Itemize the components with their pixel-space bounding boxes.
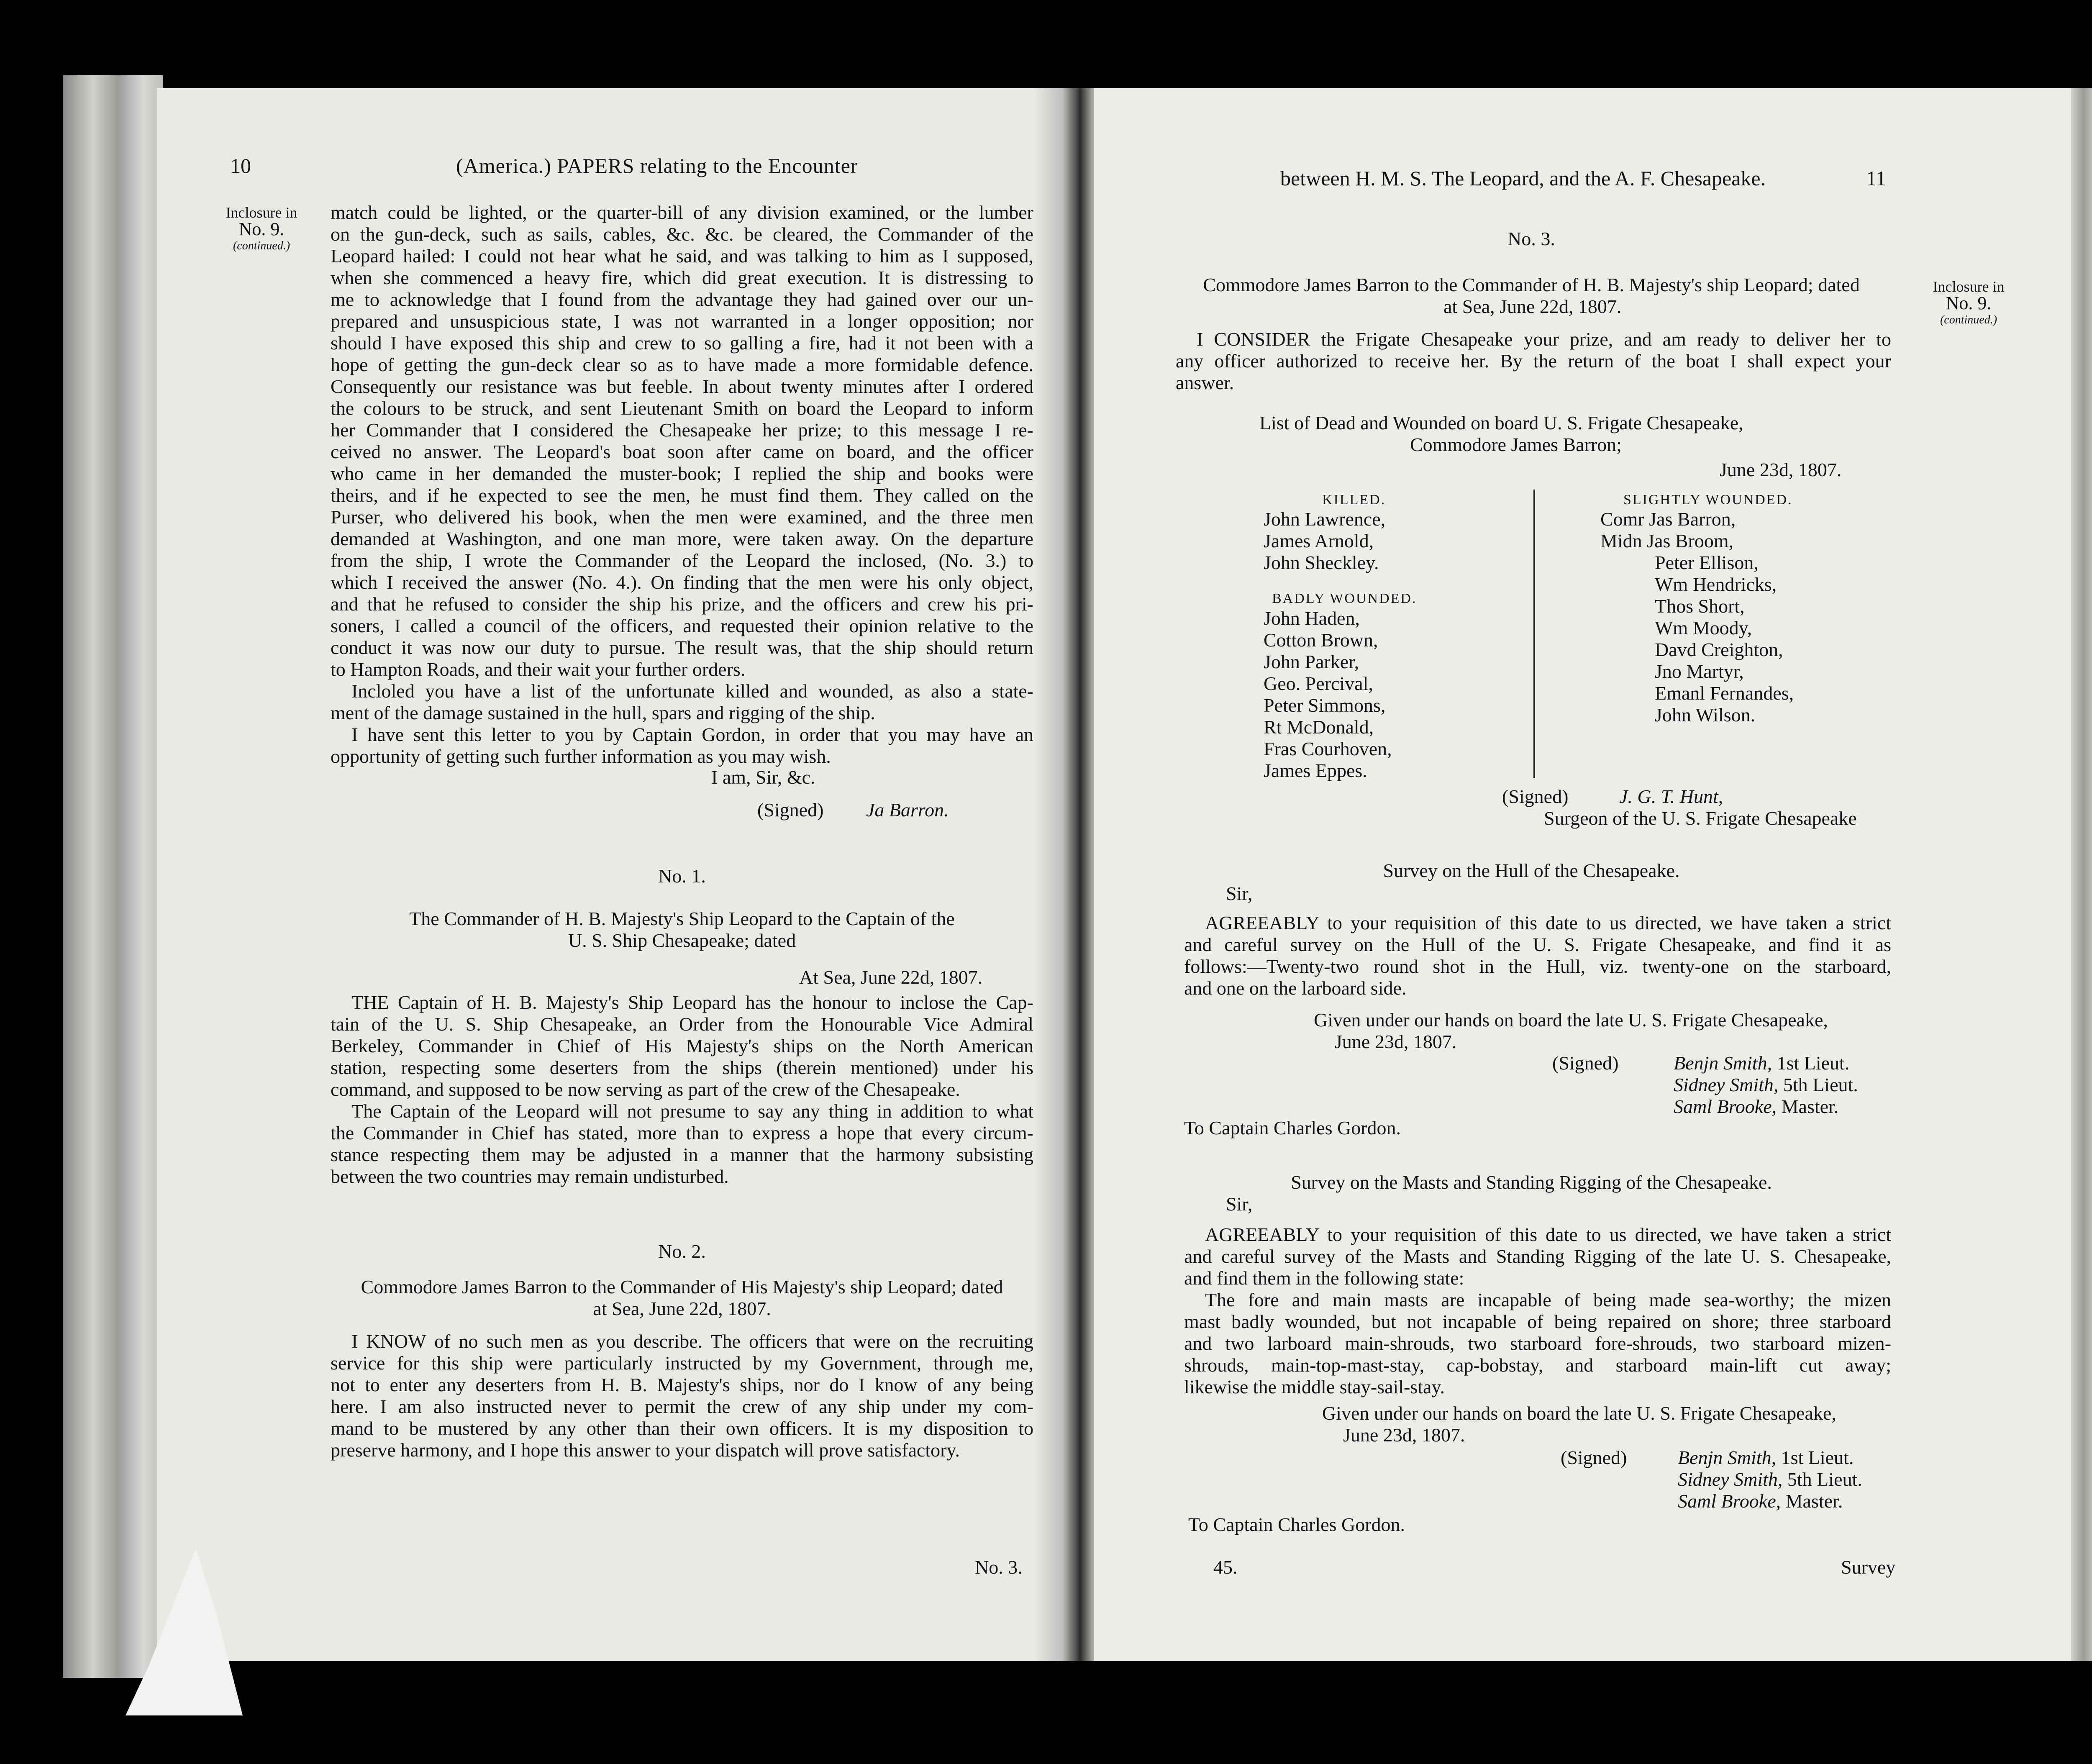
survey-hull-addressee: To Captain Charles Gordon. bbox=[1184, 1117, 1401, 1138]
signatory-rank: Master. bbox=[1785, 1490, 1843, 1512]
no3-body bbox=[1176, 328, 1891, 394]
no1-body bbox=[331, 992, 1033, 1187]
list-item: Wm Hendricks, bbox=[1655, 574, 1777, 595]
text-line: soners, I called a council of the officers, and requested their opinion relative to the bbox=[331, 615, 1033, 636]
right-page-edges bbox=[2071, 88, 2092, 1661]
signature-hunt: J. G. T. Hunt, bbox=[1619, 786, 1723, 807]
text-line: demanded at Washington, and one man more, were taken away. On the departure bbox=[331, 528, 1033, 549]
list-item: Geo. Percival, bbox=[1264, 673, 1373, 694]
list-item: James Arnold, bbox=[1264, 530, 1374, 551]
text-line: ceived no answer. The Leopard's boat soon after came on board, and the officer bbox=[331, 441, 1033, 462]
slightly-wounded-list bbox=[1655, 552, 1794, 726]
text-line: AGREEABLY to your requisition of this date to us directed, we have taken a strict bbox=[1205, 1224, 1891, 1245]
section-heading-no3: No. 3. bbox=[1507, 228, 1555, 249]
text-line: should I have exposed this ship and crew to so galling a fire, had it not been with a bbox=[331, 332, 1033, 354]
signatory-name: Sidney Smith, bbox=[1678, 1469, 1783, 1490]
no1-dateline: At Sea, June 22d, 1807. bbox=[799, 967, 983, 988]
list-item: Thos Short, bbox=[1655, 595, 1745, 617]
no1-title-line: U. S. Ship Chesapeake; dated bbox=[568, 930, 796, 951]
text-line: ment of the damage sustained in the hull, spars and rigging of the ship. bbox=[331, 702, 875, 723]
survey-hull-body bbox=[1184, 912, 1891, 999]
margin-note-line: No. 9. bbox=[238, 219, 285, 239]
text-line: theirs, and if he expected to see the men, he must find them. They called on the bbox=[331, 485, 1033, 506]
signatory-rank: 1st Lieut. bbox=[1777, 1052, 1850, 1074]
left-page-edges bbox=[63, 75, 163, 1678]
column-divider bbox=[1533, 490, 1535, 778]
list-item: Emanl Fernandes, bbox=[1655, 682, 1794, 704]
left-page-number: 10 bbox=[230, 154, 251, 177]
text-line: on the gun-deck, such as sails, cables, &c. &c. be cleared, the Commander of the bbox=[331, 223, 1033, 245]
text-line: here. I am also instructed never to permit the crew of any ship under my com- bbox=[331, 1396, 1033, 1417]
text-line: any officer authorized to receive her. By the return of the boat I shall expect your bbox=[1176, 350, 1891, 372]
text-line: to Hampton Roads, and their wait your further orders. bbox=[331, 659, 746, 680]
margin-note-line: (continued.) bbox=[233, 239, 290, 252]
text-line: match could be lighted, or the quarter-bill of any division examined, or the lumber bbox=[331, 202, 1033, 223]
signature-barron: Ja Barron. bbox=[866, 799, 949, 820]
signatory-rank: Master. bbox=[1781, 1096, 1839, 1117]
survey-masts-signed-label: (Signed) bbox=[1561, 1447, 1627, 1468]
text-line: which I received the answer (No. 4.). On finding that the men were his only object, bbox=[331, 572, 1033, 593]
badly-wounded-header: BADLY WOUNDED. bbox=[1272, 591, 1417, 606]
signatory-name: Saml Brooke, bbox=[1674, 1096, 1777, 1117]
casualty-title-line: Commodore James Barron; bbox=[1410, 434, 1622, 455]
text-line: I CONSIDER the Frigate Chesapeake your prize, and am ready to deliver her to bbox=[1197, 328, 1891, 350]
list-item: Cotton Brown, bbox=[1264, 629, 1378, 651]
list-item: Midn Jas Broom, bbox=[1600, 530, 1734, 551]
casualty-date: June 23d, 1807. bbox=[1720, 459, 1842, 480]
survey-masts-given: Given under our hands on board the late U. S. Frigate Chesapeake, bbox=[1322, 1402, 1836, 1424]
list-item: John Parker, bbox=[1264, 651, 1359, 672]
text-line: shrouds, main-top-mast-stay, cap-bobstay, and starboard main-lift cut away; bbox=[1184, 1354, 1891, 1376]
text-line: the colours to be struck, and sent Lieutenant Smith on board the Leopard to inform bbox=[331, 397, 1033, 419]
text-line: Consequently our resistance was but feeble. In about twenty minutes after I ordered bbox=[331, 376, 1033, 397]
right-margin-note bbox=[1908, 278, 2029, 328]
text-line: and two larboard main-shrouds, two starboard fore-shrouds, two starboard mizen- bbox=[1184, 1333, 1891, 1354]
text-line: preserve harmony, and I hope this answer to your dispatch will prove satisfactory. bbox=[331, 1439, 960, 1461]
text-line: and careful survey on the Hull of the U. S. Frigate Chesapeake, and find it as bbox=[1184, 934, 1891, 955]
survey-hull-signatories bbox=[1674, 1052, 1858, 1118]
casualty-title-line: List of Dead and Wounded on board U. S. Frigate Chesapeake, bbox=[1259, 412, 1743, 433]
signatory-rank: 5th Lieut. bbox=[1787, 1469, 1862, 1490]
badly-wounded-list bbox=[1264, 608, 1392, 782]
text-line: THE Captain of H. B. Majesty's Ship Leopard has the honour to inclose the Cap- bbox=[351, 992, 1033, 1013]
text-line: tain of the U. S. Ship Chesapeake, an Order from the Honourable Vice Admiral bbox=[331, 1013, 1033, 1035]
left-running-head: (America.) PAPERS relating to the Encounter bbox=[456, 154, 858, 177]
no2-title-line: Commodore James Barron to the Commander of His Majesty's ship Leopard; dated bbox=[361, 1276, 1003, 1297]
letter-body bbox=[331, 202, 1033, 767]
signatory-name: Saml Brooke, bbox=[1678, 1490, 1781, 1512]
survey-hull-given-date: June 23d, 1807. bbox=[1335, 1031, 1457, 1052]
signature-mark: 45. bbox=[1213, 1556, 1238, 1578]
text-line: stance respecting them may be adjusted in a manner that the harmony subsisting bbox=[331, 1144, 1033, 1165]
text-line: and careful survey of the Masts and Standing Rigging of the late U. S. Chesapeake, bbox=[1184, 1246, 1891, 1267]
survey-masts-salutation: Sir, bbox=[1226, 1193, 1253, 1215]
survey-masts-body bbox=[1184, 1224, 1891, 1398]
letter-closing: I am, Sir, &c. bbox=[711, 767, 815, 788]
surgeon-title: Surgeon of the U. S. Frigate Chesapeake bbox=[1544, 808, 1857, 829]
text-line: opportunity of getting such further information as you may wish. bbox=[331, 746, 831, 767]
text-line: Incloled you have a list of the unfortunate killed and wounded, as also a state- bbox=[351, 680, 1033, 702]
slightly-wounded-officers bbox=[1600, 508, 1736, 552]
no2-title-line: at Sea, June 22d, 1807. bbox=[593, 1298, 771, 1319]
list-item: Wm Moody, bbox=[1655, 617, 1752, 638]
no3-title-line: Commodore James Barron to the Commander of H. B. Majesty's ship Leopard; dated bbox=[1203, 274, 1860, 295]
text-line: station, respecting some deserters from the ships (therein mentioned) under his bbox=[331, 1057, 1033, 1078]
casualty-signed-label: (Signed) bbox=[1502, 786, 1569, 807]
text-line: answer. bbox=[1176, 372, 1234, 393]
list-item: Peter Simmons, bbox=[1264, 695, 1386, 716]
signatory-name: Sidney Smith, bbox=[1674, 1074, 1779, 1095]
list-item: Fras Courhoven, bbox=[1264, 738, 1392, 759]
text-line: service for this ship were particularly instructed by my Government, through me, bbox=[331, 1352, 1033, 1374]
survey-hull-signed-label: (Signed) bbox=[1552, 1052, 1619, 1074]
text-line: who came in her demanded the muster-book; I replied the ship and books were bbox=[331, 463, 1033, 484]
text-line: Berkeley, Commander in Chief of His Majesty's ships on the North American bbox=[331, 1035, 1033, 1056]
book-gutter bbox=[1063, 88, 1094, 1661]
text-line: conduct it was now our duty to pursue. The result was, that the ship should return bbox=[331, 637, 1033, 658]
text-line: mand to be mustered by any other than their own officers. It is my disposition to bbox=[331, 1418, 1033, 1439]
list-item: Peter Ellison, bbox=[1655, 552, 1759, 573]
no2-body bbox=[331, 1331, 1033, 1461]
text-line: and one on the larboard side. bbox=[1184, 977, 1407, 999]
survey-masts-signatories bbox=[1678, 1447, 1862, 1512]
text-line: prepared and unsuspicious state, I was not warranted in a longer opposition; nor bbox=[331, 310, 1033, 332]
list-item: John Sheckley. bbox=[1264, 552, 1379, 573]
no1-title-line: The Commander of H. B. Majesty's Ship Leopard to the Captain of the bbox=[409, 908, 955, 929]
text-line: AGREEABLY to your requisition of this date to us directed, we have taken a strict bbox=[1205, 912, 1891, 933]
text-line: The Captain of the Leopard will not presume to say any thing in addition to what bbox=[351, 1100, 1033, 1122]
list-item: Jno Martyr, bbox=[1655, 661, 1744, 682]
text-line: likewise the middle stay-sail-stay. bbox=[1184, 1376, 1445, 1397]
text-line: between the two countries may remain undisturbed. bbox=[331, 1166, 729, 1187]
killed-header: KILLED. bbox=[1322, 492, 1386, 508]
survey-hull-salutation: Sir, bbox=[1226, 883, 1253, 904]
spine-shadow bbox=[1033, 88, 1063, 1661]
signatory-rank: 5th Lieut. bbox=[1783, 1074, 1858, 1095]
list-item: James Eppes. bbox=[1264, 760, 1367, 781]
slightly-wounded-header: SLIGHTLY WOUNDED. bbox=[1623, 492, 1793, 508]
list-item: Comr Jas Barron, bbox=[1600, 508, 1736, 530]
text-line: me to acknowledge that I found from the advantage they had gained over our un- bbox=[331, 289, 1033, 310]
text-line: Leopard hailed: I could not hear what he said, and was talking to him as I supposed, bbox=[331, 245, 1033, 267]
margin-note-line: Inclosure in bbox=[226, 204, 297, 221]
text-line: and find them in the following state: bbox=[1184, 1267, 1464, 1289]
text-line: command, and supposed to be now serving as part of the crew of the Chesapeake. bbox=[331, 1079, 960, 1100]
text-line: her Commander that I considered the Chesapeake her prize; to this message I re- bbox=[331, 419, 1033, 441]
signatory-name: Benjn Smith, bbox=[1674, 1052, 1772, 1074]
text-line: when she commenced a heavy fire, which did great execution. It is distressing to bbox=[331, 267, 1033, 288]
signed-label: (Signed) bbox=[757, 799, 824, 820]
text-line: I KNOW of no such men as you describe. The officers that were on the recruiting bbox=[351, 1331, 1033, 1352]
survey-hull-title: Survey on the Hull of the Chesapeake. bbox=[1383, 860, 1680, 881]
right-catchword: Survey bbox=[1841, 1556, 1896, 1578]
no3-title-line: at Sea, June 22d, 1807. bbox=[1443, 296, 1622, 317]
list-item: John Wilson. bbox=[1655, 704, 1756, 726]
left-margin-note bbox=[201, 204, 322, 254]
list-item: John Lawrence, bbox=[1264, 508, 1386, 530]
list-item: John Haden, bbox=[1264, 608, 1360, 629]
text-line: not to enter any deserters from H. B. Majesty's ships, nor do I know of any being bbox=[331, 1374, 1033, 1395]
text-line: mast badly wounded, but not incapable of being repaired on shore; three starboard bbox=[1184, 1311, 1891, 1332]
text-line: The fore and main masts are incapable of being made sea-worthy; the mizen bbox=[1205, 1289, 1891, 1310]
left-catchword: No. 3. bbox=[975, 1556, 1023, 1578]
margin-note-line: (continued.) bbox=[1940, 313, 1997, 326]
survey-masts-given-date: June 23d, 1807. bbox=[1343, 1424, 1465, 1446]
list-item: Rt McDonald, bbox=[1264, 716, 1374, 738]
right-page-number: 11 bbox=[1866, 167, 1887, 190]
text-line: the Commander in Chief has stated, more than to express a hope that every circum- bbox=[331, 1122, 1033, 1144]
signatory-rank: 1st Lieut. bbox=[1781, 1447, 1854, 1468]
signatory-name: Benjn Smith, bbox=[1678, 1447, 1777, 1468]
text-line: Purser, who delivered his book, when the men were examined, and the three men bbox=[331, 506, 1033, 528]
text-line: hope of getting the gun-deck clear so as to have made a more formidable defence. bbox=[331, 354, 1033, 375]
margin-note-line: No. 9. bbox=[1946, 293, 1992, 313]
survey-hull-given: Given under our hands on board the late U. S. Frigate Chesapeake, bbox=[1314, 1009, 1828, 1031]
list-item: Davd Creighton, bbox=[1655, 639, 1783, 660]
section-heading-no2: No. 2. bbox=[658, 1241, 706, 1262]
section-heading-no1: No. 1. bbox=[658, 865, 706, 887]
killed-list bbox=[1264, 508, 1385, 574]
survey-masts-addressee: To Captain Charles Gordon. bbox=[1188, 1514, 1405, 1535]
text-line: follows:—Twenty-two round shot in the Hull, viz. twenty-one on the starboard, bbox=[1184, 956, 1891, 977]
survey-masts-title: Survey on the Masts and Standing Rigging of the Chesapeake. bbox=[1291, 1172, 1772, 1193]
text-line: and that he refused to consider the ship his prize, and the officers and crew his pri- bbox=[331, 593, 1033, 615]
right-running-head: between H. M. S. The Leopard, and the A. F. Chesapeake. bbox=[1280, 167, 1766, 190]
text-line: from the ship, I wrote the Commander of the Leopard the inclosed, (No. 3.) to bbox=[331, 550, 1033, 571]
margin-note-line: Inclosure in bbox=[1933, 278, 2005, 295]
text-line: I have sent this letter to you by Captain Gordon, in order that you may have an bbox=[351, 724, 1033, 745]
